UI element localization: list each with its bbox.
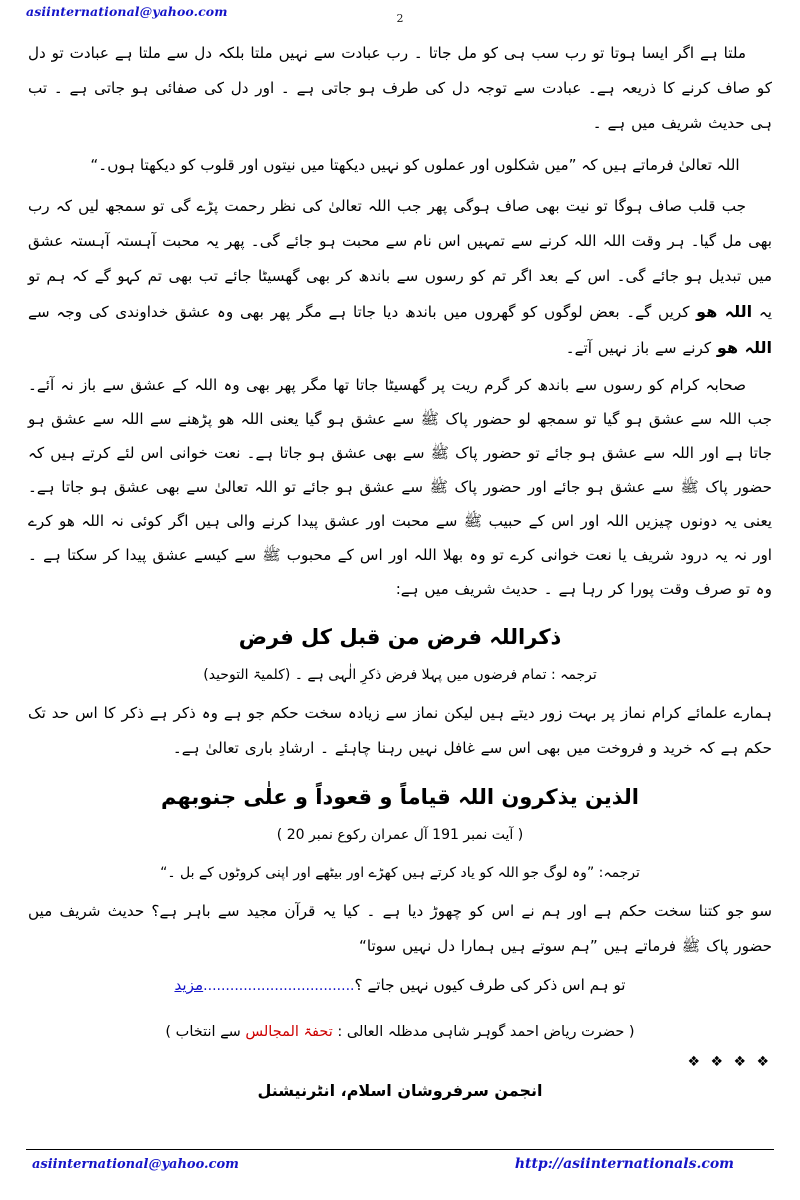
more-link[interactable]: مزید <box>174 976 204 994</box>
attribution-line <box>28 1017 772 1047</box>
paragraph-3 <box>28 189 772 366</box>
header-email: asiinternational@yahoo.com <box>26 4 228 19</box>
more-line-question: تو ہم اس ذکر کی طرف کیوں نہیں جاتے ؟ <box>354 976 626 994</box>
attribution-suffix: سے انتخاب ) <box>165 1024 246 1040</box>
closing-paragraph: سو جو کتنا سخت حکم ہے اور ہم نے اس کو چھوڑ دیا ہے ۔ کیا یہ قرآن مجید سے باہر ہے؟ حدیث شریف میں حضور پاک ﷺ فرماتے ہیں ”ہم سوتے ہیں ہمارا دل نہیں سوتا“ <box>28 902 772 955</box>
hadith-quote-line: اللہ تعالیٰ فرماتے ہیں کہ ”میں شکلوں اور عملوں کو نہیں دیکھتا میں نیتوں اور قلوب کو دیکھتا ہوں۔“ <box>90 156 740 174</box>
page-number: 2 <box>396 12 404 25</box>
organization-name: انجمن سرفروشان اسلام، انٹرنیشنل <box>257 1081 543 1100</box>
quran-verse-citation: ( آیت نمبر 191 آل عمران رکوع نمبر 20 ) <box>276 827 524 843</box>
paragraph-3-tail: کرنے سے باز نہیں آتے۔ <box>565 339 717 357</box>
paragraph-3-mid: کریں گے۔ بعض لوگوں کو گھروں میں باندھ دیا جاتا ہے مگر پھر بھی وہ عشق خداوندی کی وجہ سے <box>28 303 697 321</box>
paragraph-1: ملتا ہے اگر ایسا ہوتا تو رب سب ہی کو مل جاتا ۔ رب عبادت سے نہیں ملتا بلکہ دل سے ملتا ہے عبادت تو دل کو صاف کرنے کا ذریعہ ہے۔ عبادت سے توجہ دل کی طرف ہو جاتی ہے ۔ اور دل کی صفائی ہو جاتی ہے ۔ تب ہی حدیث شریف میں ہے ۔ <box>28 44 772 132</box>
allah-hu-bold-1: اللہ ھو <box>696 302 753 321</box>
footer-links <box>26 1156 774 1172</box>
paragraph-4: صحابہ کرام کو رسوں سے باندھ کر گرم ریت پر گھسیٹا جاتا تھا مگر پھر بھی وہ اللہ کے عشق سے باز نہ آئے۔ جب اللہ سے عشق ہو گیا تو سمجھ لو حضور پاک ﷺ سے عشق ہو گیا یعنی اللہ ھو پڑھنے سے اللہ سے عشق ہو جاتا ہے اور اللہ سے عشق ہو جائے تو حضور پاک ﷺ سے بھی عشق ہو جاتا ہے۔ نعت خوانی اس لئے کرتے ہیں کہ حضور پاک ﷺ سے عشق ہو جائے اور حضور پاک ﷺ سے عشق ہو جائے تو اللہ تعالیٰ سے بھی عشق ہو جاتا ہے۔ یعنی یہ دونوں چیزیں اللہ اور اس کے حبیب ﷺ سے محبت اور عشق پیدا کرنے والی ہیں اگر کوئی نہ اللہ ھو کرے اور نہ یہ درود شریف یا نعت خوانی کرے تو وہ بھلا اللہ اور اس کے محبوب ﷺ سے کیسے عشق پیدا کر سکتا ہے ۔ وہ تو صرف وقت پورا کر رہا ہے ۔ حدیث شریف میں ہے: <box>28 376 772 598</box>
paragraph-after-hadith: ہمارے علمائے کرام نماز پر بہت زور دیتے ہیں لیکن نماز سے زیادہ سخت حکم جو ہے وہ ذکر ہے ذکر کا اس حد تک حکم ہے کہ خرید و فروخت میں بھی اس سے غافل نہیں رہنا چاہئے ۔ ارشادِ باری تعالیٰ ہے۔ <box>28 704 772 757</box>
hadith-translation: ترجمہ : تمام فرضوں میں پہلا فرض ذکرِ الٰہی ہے ۔ (کلمیۃ التوحید) <box>203 667 597 683</box>
dot-leader: .................................. <box>203 978 355 994</box>
allah-hu-bold-2: اللہ ھو <box>716 338 772 357</box>
document-body <box>28 36 772 1105</box>
page-footer <box>26 1149 774 1172</box>
paragraph-3-lead: جب قلب صاف ہوگا تو نیت بھی صاف ہوگی پھر جب اللہ تعالیٰ کی نظر رحمت پڑے گی تو سمجھ لیں کہ رب بھی مل گیا۔ ہر وقت اللہ اللہ کرنے سے تمہیں اس نام سے محبت ہو جائے گی۔ پھر یہ محبت آہستہ آہستہ عشق میں تبدیل ہو جائے گی۔ اس کے بعد اگر تم کو رسوں سے باندھ کر بھی گھسیٹا جائے تب بھی تم کہو گے کہ ہم تو یہ <box>28 197 773 321</box>
footer-email-link[interactable]: asiinternational@yahoo.com <box>32 1157 239 1172</box>
diamond-separator-icon: ❖ ❖ ❖ ❖ <box>687 1054 772 1070</box>
quran-verse-heading: الذین یذکرون اللہ قیاماً و قعوداً و علٰی جنوبھم <box>161 785 639 809</box>
quran-verse-translation: ترجمہ: ”وہ لوگ جو اللہ کو یاد کرتے ہیں کھڑے اور بیٹھے اور اپنی کروٹوں کے بل ۔“ <box>160 865 640 881</box>
more-line <box>28 968 772 1003</box>
footer-website-link[interactable]: http://asiinternationals.com <box>514 1156 734 1172</box>
footer-divider <box>26 1149 774 1150</box>
hadith-arabic-heading: ذکراللہ فرض من قبل کل فرض <box>238 625 562 649</box>
attribution-prefix: ( حضرت ریاض احمد گوہر شاہی مدظلہ العالی : <box>332 1024 635 1040</box>
attribution-book-title: تحفۃ المجالس <box>245 1024 333 1040</box>
